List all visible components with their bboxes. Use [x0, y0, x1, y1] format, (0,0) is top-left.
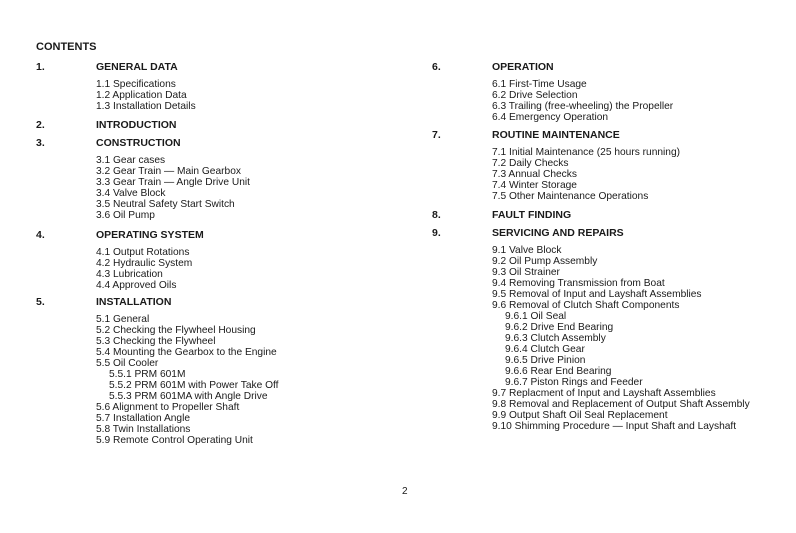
toc-entry[interactable]: 9.3 Oil Strainer [492, 267, 560, 278]
subsection-list [96, 79, 196, 112]
toc-entry[interactable]: 6.3 Trailing (free-wheeling) the Propeller [492, 101, 674, 112]
toc-entry[interactable]: 1.1 Specifications [96, 79, 176, 90]
toc-entry[interactable]: 7.2 Daily Checks [492, 158, 569, 169]
toc-entry[interactable]: 5.5.3 PRM 601MA with Angle Drive [109, 391, 268, 402]
subsection-list [96, 247, 192, 291]
toc-entry[interactable]: 6.1 First-Time Usage [492, 79, 587, 90]
contents-title: CONTENTS [36, 41, 97, 53]
toc-entry[interactable]: 3.4 Valve Block [96, 188, 166, 199]
section-number: 2. [36, 119, 45, 131]
section-heading[interactable]: GENERAL DATA [96, 61, 178, 73]
toc-entry[interactable]: 9.6.7 Piston Rings and Feeder [505, 377, 643, 388]
toc-entry[interactable]: 9.6.6 Rear End Bearing [505, 366, 612, 377]
section-heading[interactable]: CONSTRUCTION [96, 137, 181, 149]
toc-entry[interactable]: 7.4 Winter Storage [492, 180, 577, 191]
subsection-list [492, 147, 680, 202]
toc-entry[interactable]: 3.1 Gear cases [96, 155, 166, 166]
toc-entry[interactable]: 4.1 Output Rotations [96, 247, 190, 258]
toc-entry[interactable]: 9.4 Removing Transmission from Boat [492, 278, 665, 289]
toc-entry[interactable]: 9.6.1 Oil Seal [505, 311, 567, 322]
section-number: 7. [432, 129, 441, 141]
toc-entry[interactable]: 1.3 Installation Details [96, 101, 196, 112]
subsection-list [96, 155, 250, 221]
section-heading[interactable]: ROUTINE MAINTENANCE [492, 129, 620, 141]
toc-entry[interactable]: 4.3 Lubrication [96, 269, 163, 280]
toc-entry[interactable]: 5.5.2 PRM 601M with Power Take Off [109, 380, 279, 391]
subsection-list [492, 79, 673, 123]
toc-entry[interactable]: 5.7 Installation Angle [96, 413, 191, 424]
section-number: 5. [36, 296, 45, 308]
toc-entry[interactable]: 6.4 Emergency Operation [492, 112, 609, 123]
toc-entry[interactable]: 3.3 Gear Train — Angle Drive Unit [96, 177, 251, 188]
section-number: 3. [36, 137, 45, 149]
toc-entry[interactable]: 5.2 Checking the Flywheel Housing [96, 325, 256, 336]
toc-entry[interactable]: 3.2 Gear Train — Main Gearbox [96, 166, 241, 177]
toc-entry[interactable]: 5.6 Alignment to Propeller Shaft [96, 402, 240, 413]
section-number: 8. [432, 209, 441, 221]
toc-entry[interactable]: 4.4 Approved Oils [96, 280, 177, 291]
toc-entry[interactable]: 9.9 Output Shaft Oil Seal Replacement [492, 410, 668, 421]
section-number: 1. [36, 61, 45, 73]
toc-entry[interactable]: 5.9 Remote Control Operating Unit [96, 435, 253, 446]
toc-entry[interactable]: 3.5 Neutral Safety Start Switch [96, 199, 235, 210]
toc-entry[interactable]: 9.6 Removal of Clutch Shaft Components [492, 300, 680, 311]
toc-entry[interactable]: 9.10 Shimming Procedure — Input Shaft and Layshaft [492, 421, 737, 432]
section-heading[interactable]: INTRODUCTION [96, 119, 177, 131]
toc-entry[interactable]: 7.3 Annual Checks [492, 169, 577, 180]
toc-entry[interactable]: 7.5 Other Maintenance Operations [492, 191, 649, 202]
toc-entry[interactable]: 5.3 Checking the Flywheel [96, 336, 216, 347]
toc-entry[interactable]: 6.2 Drive Selection [492, 90, 578, 101]
toc-entry[interactable]: 9.7 Replacment of Input and Layshaft Assemblies [492, 388, 716, 399]
toc-entry[interactable]: 3.6 Oil Pump [96, 210, 155, 221]
toc-entry[interactable]: 9.6.4 Clutch Gear [505, 344, 585, 355]
toc-entry[interactable]: 5.5 Oil Cooler [96, 358, 159, 369]
toc-entry[interactable]: 9.8 Removal and Replacement of Output Shaft Assembly [492, 399, 750, 410]
section-heading[interactable]: SERVICING AND REPAIRS [492, 227, 624, 239]
section-heading[interactable]: OPERATION [492, 61, 554, 73]
toc-entry[interactable]: 1.2 Application Data [96, 90, 187, 101]
subsection-list [492, 245, 750, 432]
toc-entry[interactable]: 9.5 Removal of Input and Layshaft Assemblies [492, 289, 702, 300]
toc-entry[interactable]: 5.8 Twin Installations [96, 424, 191, 435]
subsection-list [96, 314, 279, 446]
section-heading[interactable]: INSTALLATION [96, 296, 172, 308]
toc-entry[interactable]: 9.6.5 Drive Pinion [505, 355, 586, 366]
section-heading[interactable]: OPERATING SYSTEM [96, 229, 204, 241]
toc-entry[interactable]: 5.5.1 PRM 601M [109, 369, 186, 380]
section-number: 4. [36, 229, 45, 241]
toc-entry[interactable]: 4.2 Hydraulic System [96, 258, 193, 269]
toc-entry[interactable]: 7.1 Initial Maintenance (25 hours running) [492, 147, 681, 158]
toc-entry[interactable]: 9.2 Oil Pump Assembly [492, 256, 598, 267]
toc-entry[interactable]: 5.1 General [96, 314, 150, 325]
toc-entry[interactable]: 9.1 Valve Block [492, 245, 562, 256]
toc-entry[interactable]: 5.4 Mounting the Gearbox to the Engine [96, 347, 277, 358]
section-heading[interactable]: FAULT FINDING [492, 209, 572, 221]
section-number: 9. [432, 227, 441, 239]
toc-entry[interactable]: 9.6.3 Clutch Assembly [505, 333, 606, 344]
page-number: 2 [402, 486, 408, 497]
section-number: 6. [432, 61, 441, 73]
toc-entry[interactable]: 9.6.2 Drive End Bearing [505, 322, 614, 333]
